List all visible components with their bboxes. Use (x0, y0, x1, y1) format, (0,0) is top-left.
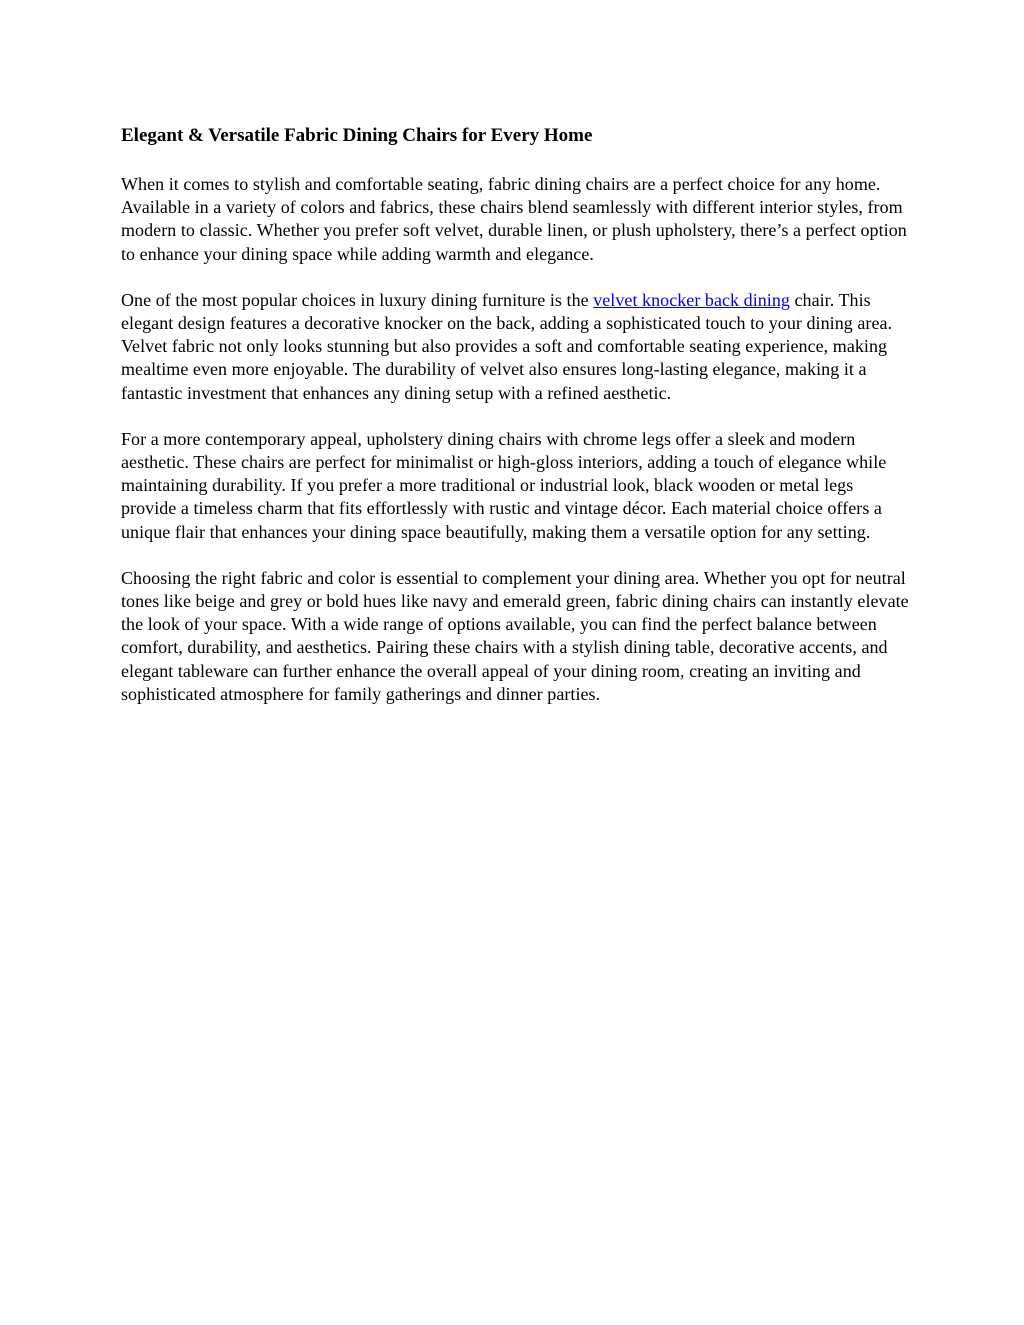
paragraph-text-before-link: One of the most popular choices in luxury dining furniture is the (121, 289, 594, 310)
paragraph-contemporary: For a more contemporary appeal, upholstery dining chairs with chrome legs offer a sleek and modern aesthetic. These chairs are perfect for minimalist or high-gloss interiors, adding a touch of elegance while maintaining durability. If you prefer a more traditional or industrial look, black wooden or metal legs provide a timeless charm that fits effortlessly with rustic and vintage décor. Each material choice offers a unique flair that enhances your dining space beautifully, making them a versatile option for any setting. (121, 428, 887, 542)
paragraph-fabric-color: Choosing the right fabric and color is essential to complement your dining area. Whether you opt for neutral tones like beige and grey or bold hues like navy and emerald green, fabric dining chairs can instantly elevate the look of your space. With a wide range of options available, you can find the perfect balance between comfort, durability, and aesthetics. Pairing these chairs with a stylish dining table, decorative accents, and elegant tableware can further enhance the overall appeal of your dining room, creating an inviting and sophisticated atmosphere for family gatherings and dinner parties. (121, 567, 909, 704)
paragraph-intro: When it comes to stylish and comfortable seating, fabric dining chairs are a perfect choice for any home. Available in a variety of colors and fabrics, these chairs blend seamlessly with different interior styles, from modern to classic. Whether you prefer soft velvet, durable linen, or plush upholstery, there’s a perfect option to enhance your dining space while adding warmth and elegance. (121, 174, 907, 264)
paragraph-text-after-link: chair. This elegant design features a decorative knocker on the back, adding a sophisticated touch to your dining area. Velvet fabric not only looks stunning but also provides a soft and comfortable seating experience, making mealtime even more enjoyable. The durability of velvet also ensures long-lasting elegance, making it a fantastic investment that enhances any dining setup with a refined aesthetic. (121, 289, 893, 403)
document-page (121, 122, 911, 729)
document-title: Elegant & Versatile Fabric Dining Chairs for Every Home (121, 125, 593, 146)
velvet-knocker-back-dining-link[interactable]: velvet knocker back dining (593, 289, 790, 310)
paragraph-velvet-knocker (121, 289, 911, 405)
